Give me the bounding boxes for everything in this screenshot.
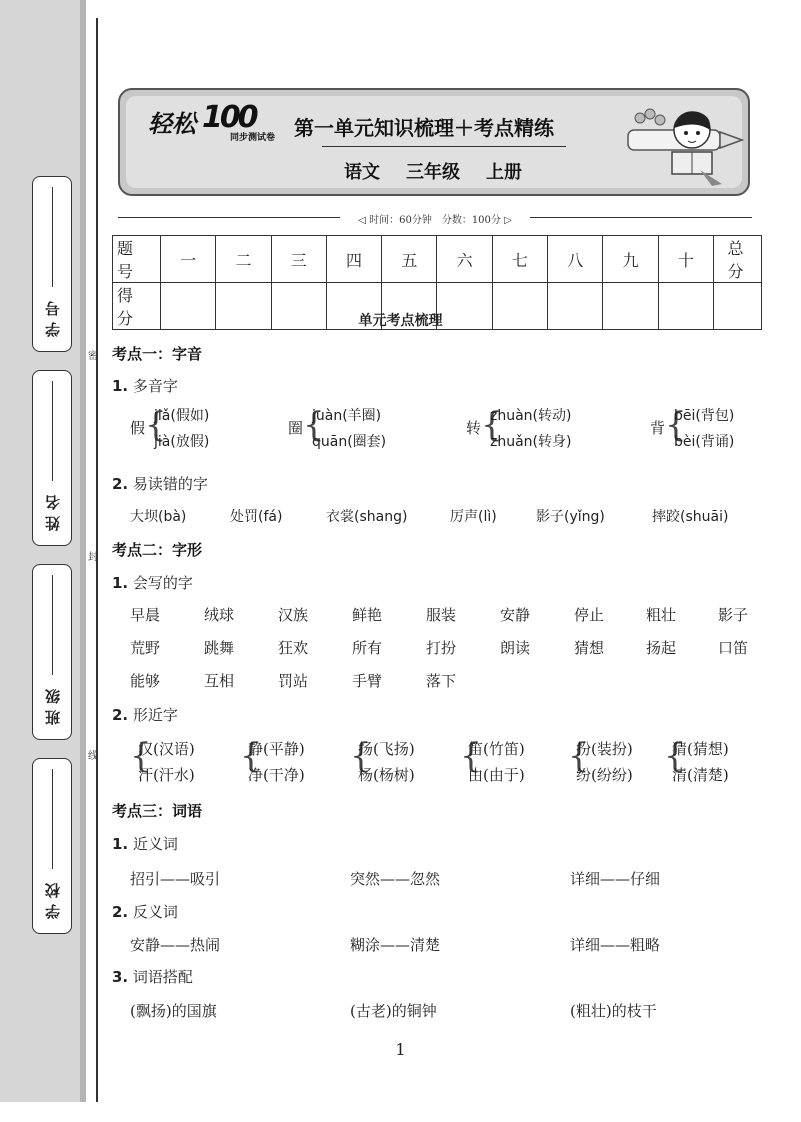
synonym-pair: 详细——仔细	[570, 870, 661, 888]
antonym-pair: 详细——粗略	[570, 936, 661, 954]
vocab-word: 猜想	[574, 639, 605, 657]
polyphone-reading: zhuǎn(转身)	[490, 434, 572, 450]
antonym-row	[130, 934, 760, 956]
synonym-pair: 突然——忽然	[350, 870, 441, 888]
polyphone-reading: bèi(背诵)	[674, 434, 735, 450]
student-id-label: 学号	[44, 295, 62, 337]
volume-label: 上册	[486, 162, 522, 183]
similar-char: 猜(猜想)	[672, 740, 729, 758]
vocab-word: 罚站	[278, 672, 309, 690]
synonym-row	[130, 868, 760, 890]
grade-label: 三年级	[406, 162, 460, 183]
subheading-polyphones: 1. 多音字	[112, 377, 178, 395]
page-title: 第一单元知识梳理＋考点精练	[294, 116, 554, 140]
vocab-word: 朗读	[500, 639, 531, 657]
similar-char: 由(由于)	[468, 766, 525, 784]
boy-reading-illustration	[626, 100, 744, 188]
similar-char: 净(干净)	[248, 766, 305, 784]
vocab-word: 粗壮	[646, 606, 677, 624]
polyphone-char: 圈	[288, 419, 304, 437]
similar-char: 扬(飞扬)	[358, 740, 415, 758]
misread-word: 影子(yǐng)	[536, 509, 605, 525]
vocab-word: 互相	[204, 672, 235, 690]
vocab-word: 能够	[130, 672, 161, 690]
table-cell: 四	[326, 236, 381, 283]
polyphone-char: 假	[130, 419, 146, 437]
misread-word: 厉声(lì)	[450, 509, 497, 525]
subheading-writing: 1. 会写的字	[112, 574, 193, 592]
similar-char: 静(平静)	[248, 740, 305, 758]
logo-text: 轻松	[148, 110, 196, 138]
table-cell: 八	[548, 236, 603, 283]
similar-char: 扮(装扮)	[576, 740, 633, 758]
similar-char: 汗(汗水)	[138, 766, 195, 784]
logo-number: 100	[202, 100, 256, 135]
table-cell: 十	[658, 236, 713, 283]
polyphone-char: 转	[466, 419, 482, 437]
page-subtitle	[344, 158, 548, 184]
vocab-word: 早晨	[130, 606, 161, 624]
collocation: (飘扬)的国旗	[130, 1002, 217, 1020]
table-cell: 一	[161, 236, 216, 283]
page-number: 1	[395, 1040, 406, 1059]
similar-char: 清(清楚)	[672, 766, 729, 784]
title-rule	[322, 146, 566, 147]
polyphone-reading: bēi(背包)	[674, 408, 735, 424]
word-row-2	[130, 637, 760, 659]
table-cell: 得 分	[113, 283, 161, 330]
misread-word: 大坝(bà)	[130, 509, 187, 525]
vocab-word: 打扮	[426, 639, 457, 657]
similar-char: 杨(杨树)	[358, 766, 415, 784]
subheading-antonyms: 2. 反义词	[112, 903, 178, 921]
similar-char: 汉(汉语)	[138, 740, 195, 758]
section-heading-1: 考点一：字音	[112, 345, 203, 363]
binding-mark-feng: 封	[88, 552, 98, 563]
synonym-pair: 招引——吸引	[130, 870, 221, 888]
binding-mark-xian: 线	[88, 751, 98, 762]
school-field[interactable]	[32, 758, 72, 934]
polyphone-char: 背	[650, 419, 666, 437]
vocab-word: 跳舞	[204, 639, 235, 657]
collocation: (粗壮)的枝干	[570, 1002, 657, 1020]
antonym-pair: 安静——热闹	[130, 936, 221, 954]
polyphone-reading: jiǎ(假如)	[154, 408, 210, 424]
vocab-word: 安静	[500, 606, 531, 624]
subheading-synonyms: 1. 近义词	[112, 835, 178, 853]
misread-row	[130, 506, 760, 528]
class-field[interactable]	[32, 564, 72, 740]
score-table-header-row	[113, 236, 762, 283]
section-heading-2: 考点二：字形	[112, 541, 203, 559]
vocab-word: 影子	[718, 606, 749, 624]
vocab-word: 口笛	[718, 639, 749, 657]
table-cell: 总 分	[714, 236, 762, 283]
polyphone-reading: jià(放假)	[154, 434, 210, 450]
table-cell: 六	[437, 236, 492, 283]
vocab-word: 荒野	[130, 639, 161, 657]
header-banner	[118, 88, 750, 196]
vocab-word: 汉族	[278, 606, 309, 624]
class-label: 班级	[44, 683, 62, 725]
misread-word: 摔跤(shuāi)	[652, 509, 729, 525]
school-label: 学校	[44, 877, 62, 919]
subject-label: 语文	[344, 162, 380, 183]
word-row-3	[130, 670, 760, 692]
exam-info-line	[118, 211, 752, 225]
exam-info-text: ◁ 时间：60分钟 分数：100分 ▷	[358, 215, 512, 226]
name-label: 姓名	[44, 489, 62, 531]
subheading-similar: 2. 形近字	[112, 706, 178, 724]
table-cell: 五	[382, 236, 437, 283]
collocation-row	[130, 1000, 760, 1022]
vocab-word: 落下	[426, 672, 457, 690]
vocab-word: 扬起	[646, 639, 677, 657]
table-cell: 题 号	[113, 236, 161, 283]
similar-char: 笛(竹笛)	[468, 740, 525, 758]
section-title: 单元考点梳理	[358, 313, 443, 329]
subheading-collocation: 3. 词语搭配	[112, 968, 193, 986]
similar-char: 纷(纷纷)	[576, 766, 633, 784]
vocab-word: 服装	[426, 606, 457, 624]
misread-word: 处罚(fá)	[230, 509, 283, 525]
collocation: (古老)的铜钟	[350, 1002, 437, 1020]
subheading-misread: 2. 易读错的字	[112, 475, 208, 493]
binding-strip-edge	[80, 0, 86, 1102]
table-cell: 二	[216, 236, 271, 283]
binding-strip	[0, 0, 80, 1102]
table-cell: 七	[492, 236, 547, 283]
vocab-word: 鲜艳	[352, 606, 383, 624]
vocab-word: 停止	[574, 606, 605, 624]
vocab-word: 所有	[352, 639, 383, 657]
misread-word: 衣裳(shang)	[326, 509, 408, 525]
binding-mark-mi: 密	[88, 351, 98, 362]
table-cell: 九	[603, 236, 658, 283]
polyphone-reading: zhuàn(转动)	[490, 408, 572, 424]
polyphone-reading: quān(圈套)	[312, 434, 387, 450]
vocab-word: 狂欢	[278, 639, 309, 657]
vocab-word: 手臂	[352, 672, 383, 690]
word-row-1	[130, 604, 760, 626]
table-cell: 三	[271, 236, 326, 283]
name-field[interactable]	[32, 370, 72, 546]
logo-subtitle: 同步测试卷	[230, 133, 276, 143]
antonym-pair: 糊涂——清楚	[350, 936, 441, 954]
vocab-word: 绒球	[204, 606, 235, 624]
section-heading-3: 考点三：词语	[112, 802, 203, 820]
polyphone-reading: juàn(羊圈)	[312, 408, 382, 424]
